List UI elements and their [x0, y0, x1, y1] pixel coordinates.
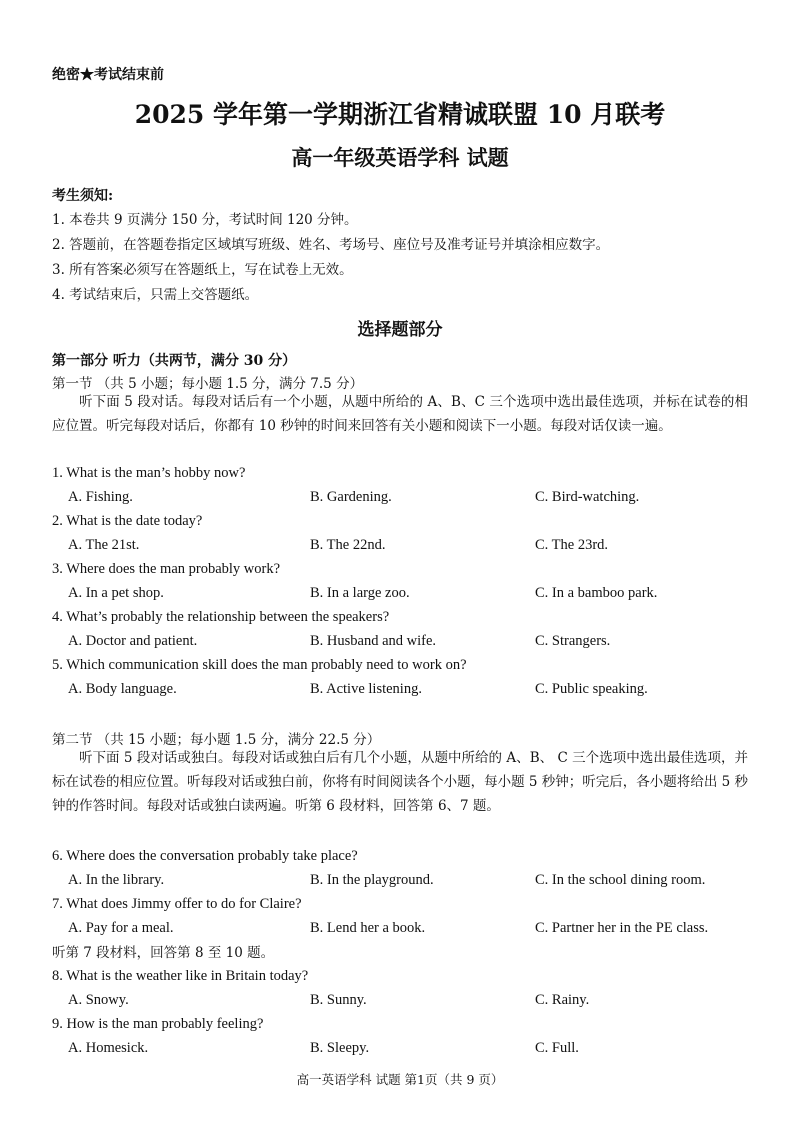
notice-heading: 考生须知:: [52, 188, 114, 204]
option-c: C. The 23rd.: [535, 537, 609, 553]
sec1-heading: 第一节 （共 5 小题；每小题 1.5 分，满分 7.5 分）: [52, 376, 364, 392]
option-c: C. Public speaking.: [535, 681, 648, 697]
page-footer: 高一英语学科 试题 第1页（共 9 页）: [296, 1072, 504, 1087]
option-c: C. Rainy.: [535, 992, 590, 1008]
option-a: A. Pay for a meal.: [68, 920, 174, 936]
question-stem: 1. What is the man’s hobby now?: [52, 465, 246, 481]
sec2-directions: 听下面 5 段对话或独白。每段对话或独白后有几个小题，从题中所给的 A、B、 C 三个选项中选出最佳选项，并标在试卷的相应位置。听每段对话或独白前，你将有时间阅读各个小题，每小题 5 秒钟；听完后，各小题将给出 5 秒钟的作答时间。每段对话或独白读两遍。听第 6 段材料，回答第 6、7 题。: [52, 750, 748, 814]
option-a: A. In a pet shop.: [68, 585, 164, 601]
option-a: A. In the library.: [68, 872, 165, 888]
question-stem: 8. What is the weather like in Britain today?: [52, 968, 309, 984]
option-c: C. In the school dining room.: [535, 872, 706, 888]
question-stem: 3. Where does the man probably work?: [52, 561, 281, 577]
option-b: B. Sleepy.: [310, 1040, 370, 1056]
question-stem: 5. Which communication skill does the man probably need to work on?: [52, 657, 467, 673]
sec2-heading: 第二节 （共 15 小题；每小题 1.5 分，满分 22.5 分）: [52, 732, 381, 748]
notice-item: 2. 答题前，在答题卷指定区域填写班级、姓名、考场号、座位号及准考证号并填涂相应数字。: [52, 237, 610, 253]
option-c: C. Bird-watching.: [535, 489, 640, 505]
option-c: C. Strangers.: [535, 633, 611, 649]
option-c: C. Partner her in the PE class.: [535, 920, 709, 936]
notice-item: 4. 考试结束后，只需上交答题纸。: [52, 287, 259, 303]
notice-item: 1. 本卷共 9 页满分 150 分，考试时间 120 分钟。: [52, 212, 358, 228]
question-stem: 6. Where does the conversation probably take place?: [52, 848, 358, 864]
listening-instruction: 听第 7 段材料，回答第 8 至 10 题。: [52, 945, 275, 961]
option-c: C. In a bamboo park.: [535, 585, 658, 601]
option-b: B. In the playground.: [310, 872, 434, 888]
part1-heading: 第一部分 听力（共两节，满分 30 分）: [52, 353, 297, 369]
option-b: B. Lend her a book.: [310, 920, 426, 936]
question-stem: 9. How is the man probably feeling?: [52, 1016, 264, 1032]
option-b: B. The 22nd.: [310, 537, 386, 553]
option-b: B. In a large zoo.: [310, 585, 410, 601]
question-stem: 4. What’s probably the relationship between the speakers?: [52, 609, 390, 625]
option-c: C. Full.: [535, 1040, 579, 1056]
option-b: B. Husband and wife.: [310, 633, 437, 649]
section-title: 选择题部分: [357, 320, 443, 340]
option-a: A. Homesick.: [68, 1040, 149, 1056]
notice-item: 3. 所有答案必须写在答题纸上，写在试卷上无效。: [52, 262, 353, 278]
sec1-directions: 听下面 5 段对话。每段对话后有一个小题，从题中所给的 A、B、C 三个选项中选出最佳选项，并标在试卷的相应位置。听完每段对话后，你都有 10 秒钟的时间来回答有关小题和阅读下一小题。每段对话仅读一遍。: [52, 394, 748, 434]
exam-subtitle: 高一年级英语学科 试题: [291, 145, 509, 170]
option-a: A. Doctor and patient.: [68, 633, 198, 649]
option-a: A. The 21st.: [68, 537, 140, 553]
option-b: B. Gardening.: [310, 489, 392, 505]
option-a: A. Snowy.: [68, 992, 129, 1008]
option-a: A. Body language.: [68, 681, 177, 697]
option-a: A. Fishing.: [68, 489, 133, 505]
exam-title: 2025 学年第一学期浙江省精诚联盟 10 月联考: [134, 100, 666, 129]
question-stem: 7. What does Jimmy offer to do for Claire?: [52, 896, 302, 912]
confidential-label: 绝密★考试结束前: [52, 67, 164, 83]
question-stem: 2. What is the date today?: [52, 513, 203, 529]
option-b: B. Sunny.: [310, 992, 367, 1008]
option-b: B. Active listening.: [310, 681, 422, 697]
